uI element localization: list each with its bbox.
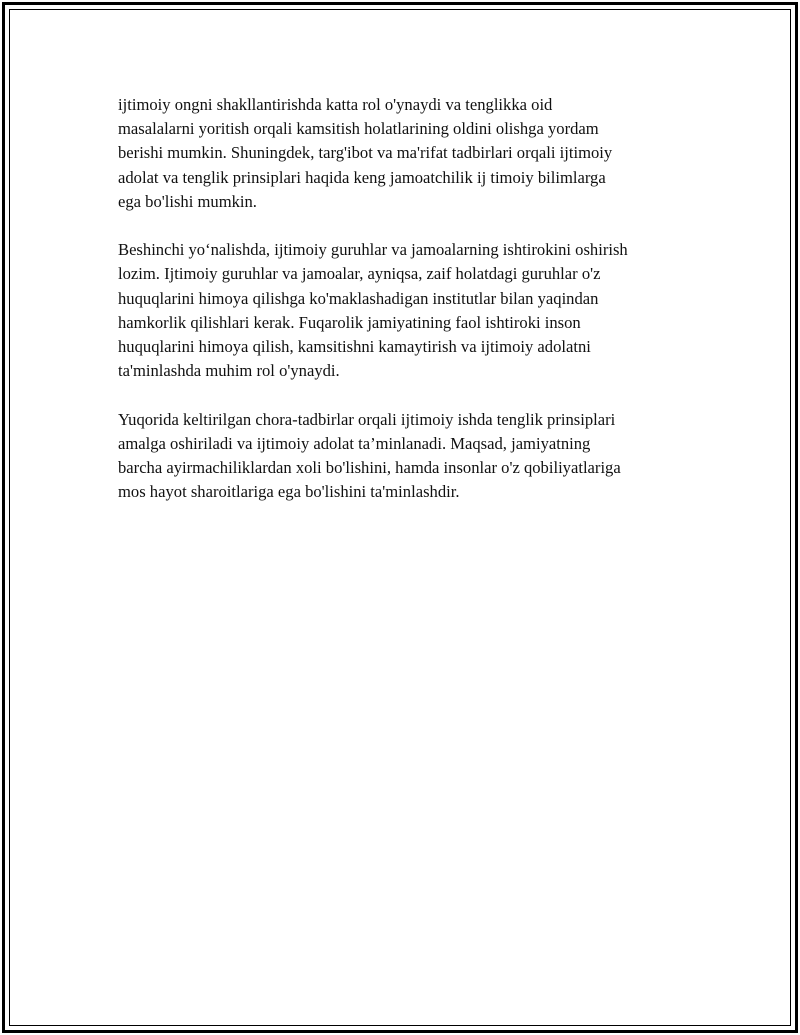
text-line: barcha ayirmachiliklardan xoli bo'lishini, hamda insonlar o'z qobiliyatlariga — [118, 458, 621, 478]
text-line: Yuqorida keltirilgan chora-tadbirlar orqali ijtimoiy ishda tenglik prinsiplari — [118, 409, 616, 429]
text-line: berishi mumkin. Shuningdek, targ'ibot va ma'rifat tadbirlari orqali ijtimoiy — [118, 143, 613, 163]
text-line: adolat va tenglik prinsiplari haqida keng jamoatchilik ij timoiy bilimlarga — [118, 167, 606, 187]
text-line: ta'minlashda muhim rol o'ynaydi. — [118, 361, 340, 381]
text-line: ega bo'lishi mumkin. — [118, 191, 257, 211]
document-body — [118, 93, 708, 529]
text-line: ijtimoiy ongni shakllantirishda katta rol o'ynaydi va tenglikka oid — [118, 95, 553, 114]
text-line: amalga oshiriladi va ijtimoiy adolat ta’minlanadi. Maqsad, jamiyatning — [118, 433, 591, 453]
text-line: mos hayot sharoitlariga ega bo'lishini ta'minlashdir. — [118, 482, 460, 502]
paragraph-3 — [118, 408, 708, 505]
text-line: masalalarni yoritish orqali kamsitish holatlarining oldini olishga yordam — [118, 119, 599, 139]
text-line: Beshinchi yo‘nalishda, ijtimoiy guruhlar va jamoalarning ishtirokini oshirish — [118, 240, 628, 260]
text-line: hamkorlik qilishlari kerak. Fuqarolik jamiyatining faol ishtiroki inson — [118, 312, 581, 332]
paragraph-2 — [118, 238, 708, 383]
paragraph-1 — [118, 93, 708, 214]
text-line: huquqlarini himoya qilish, kamsitishni kamaytirish va ijtimoiy adolatni — [118, 337, 591, 357]
text-line: lozim. Ijtimoiy guruhlar va jamoalar, ayniqsa, zaif holatdagi guruhlar o'z — [118, 264, 601, 284]
text-line: huquqlarini himoya qilishga ko'maklashadigan institutlar bilan yaqindan — [118, 288, 599, 308]
